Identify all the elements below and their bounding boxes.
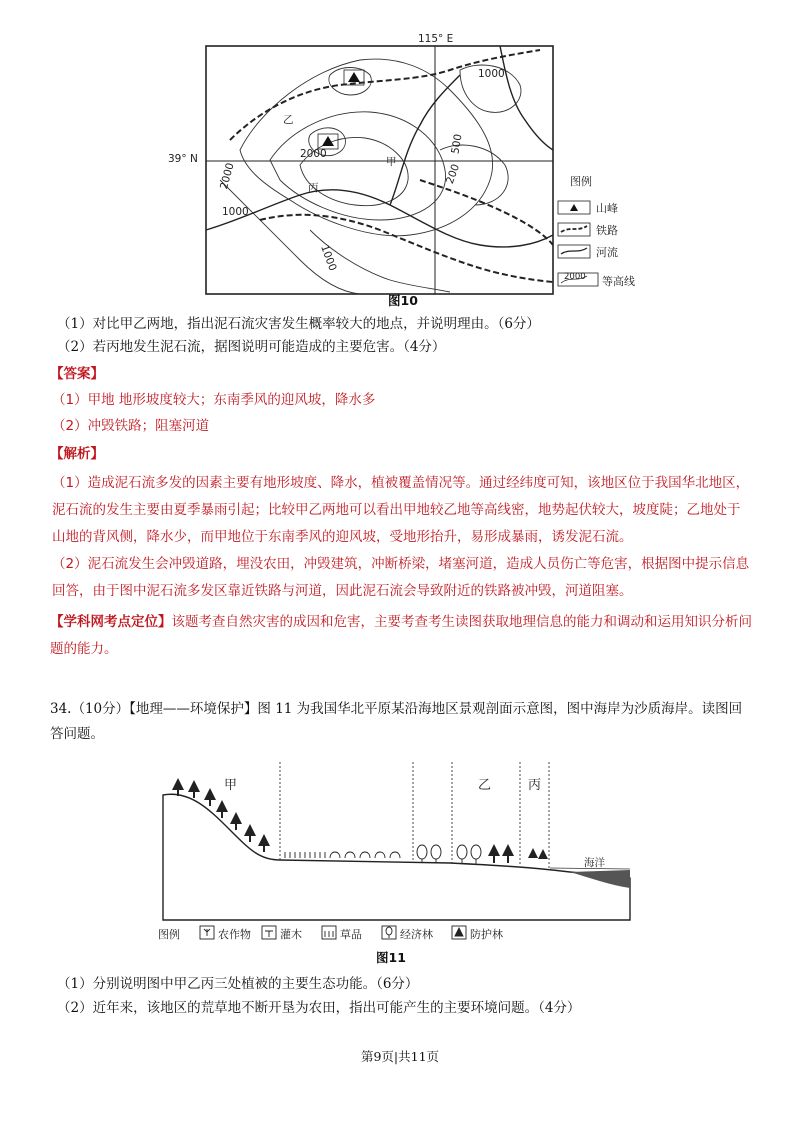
railway-2 [260, 215, 553, 282]
figure-11-caption: 图11 [376, 950, 406, 965]
contour-label-w-2000: 2000 [218, 161, 237, 191]
knowledge-point [50, 609, 752, 663]
zone-label-bing: 丙 [528, 778, 542, 793]
contour-label-500: 500 [449, 133, 465, 155]
legend-contour-label: 等高线 [602, 275, 635, 288]
contour-label-peak-2000: 2000 [300, 148, 327, 160]
crop-field [285, 852, 400, 858]
legend-contour-sample: 2000 [564, 272, 586, 282]
legend-economic-forest: 经济林 [400, 928, 433, 941]
analysis-paragraph-1: （1）造成泥石流多发的因素主要有地形坡度、降水，植被覆盖情况等。通过经纬度可知，该地区位于我国华北地区，泥石流的发生主要由夏季暴雨引起；比较甲乙两地可以看出甲地较乙地等高线密，地势起伏较大，坡度陡；乙地处于山地的背风侧，降水少，而甲地位于东南季风的迎风坡，受地形抬升，易形成暴雨，诱发泥石流。 [52, 475, 750, 545]
page-number: 第9页|共11页 [360, 1049, 440, 1064]
zone-label-jia: 甲 [224, 778, 238, 793]
question-34-stem: 34.（10分）【地理——环境保护】图 11 为我国华北平原某沿海地区景观剖面示意图，图中海岸为沙质海岸。读图回答问题。 [50, 701, 743, 742]
contour-label-ne-1000: 1000 [478, 68, 505, 80]
terrain [163, 794, 630, 920]
sea-label: 海洋 [584, 857, 605, 869]
figure-11 [150, 760, 640, 970]
analysis-heading: 【解析】 [50, 446, 104, 462]
place-label-bing: 丙 [308, 182, 319, 194]
legend-shrub: 灌木 [280, 928, 302, 941]
analysis-paragraph-2: （2）泥石流发生会冲毁道路，埋没农田，冲毁建筑，冲断桥梁，堵塞河道，造成人员伤亡等危害，根据图中提示信息回答，由于图中泥石流多发区靠近铁路与河道，因此泥石流会导致附近的铁路被冲毁，河道阻塞。 [52, 556, 750, 599]
answer-heading: 【答案】 [50, 366, 104, 382]
legend-shelter-forest: 防护林 [470, 928, 503, 941]
river-ne [500, 46, 553, 150]
legend-title: 图例 [570, 175, 592, 188]
peak-symbol-2 [322, 136, 334, 146]
peak-symbol-1 [348, 72, 360, 82]
knowledge-point-tag: 【学科网考点定位】 [50, 614, 172, 630]
river-branch [390, 75, 463, 205]
knowledge-point-text: 该题考查自然灾害的成因和危害，主要考查考生读图获取地理信息的能力和调动和运用知识分析问题的能力。 [50, 614, 752, 657]
question-34-2: （2）近年来，该地区的荒草地不断开垦为农田，指出可能产生的主要环境问题。（4分） [57, 1000, 581, 1016]
figure-10 [160, 30, 660, 315]
railway-1 [230, 50, 540, 140]
contour-label-s-1000: 1000 [318, 243, 339, 273]
map-frame [206, 46, 553, 294]
legend-river-label: 河流 [596, 246, 618, 259]
question-34-1: （1）分别说明图中甲乙丙三处植被的主要生态功能。（6分） [57, 976, 419, 992]
latitude-label: 39° N [168, 153, 198, 165]
place-label-jia: 甲 [386, 156, 397, 168]
answer-line-2: （2）冲毁铁路；阻塞河道 [52, 418, 210, 434]
economic-forest [417, 845, 481, 864]
contour-sw [220, 180, 360, 294]
zone-label-yi: 乙 [478, 778, 492, 793]
place-label-yi: 乙 [283, 114, 294, 126]
contour-label-200: 200 [443, 162, 463, 186]
legend-peak-label: 山峰 [596, 202, 618, 215]
longitude-label: 115° E [418, 33, 454, 45]
legend-grass: 草品 [340, 928, 362, 941]
question-33-1: （1）对比甲乙两地，指出泥石流灾害发生概率较大的地点，并说明理由。（6分） [57, 316, 540, 332]
legend-crops: 农作物 [218, 928, 251, 941]
figure-11-legend-title: 图例 [158, 928, 180, 941]
shelter-forest-yi [488, 844, 548, 863]
answer-line-1: （1）甲地 地形坡度较大；东南季风的迎风坡，降水多 [52, 392, 376, 408]
legend-railway-label: 铁路 [596, 224, 618, 237]
contour-label-w-1000: 1000 [222, 206, 249, 218]
railway-3 [420, 180, 553, 245]
figure-10-caption: 图10 [388, 293, 418, 308]
question-33-2: （2）若丙地发生泥石流，据图说明可能造成的主要危害。（4分） [57, 339, 446, 355]
